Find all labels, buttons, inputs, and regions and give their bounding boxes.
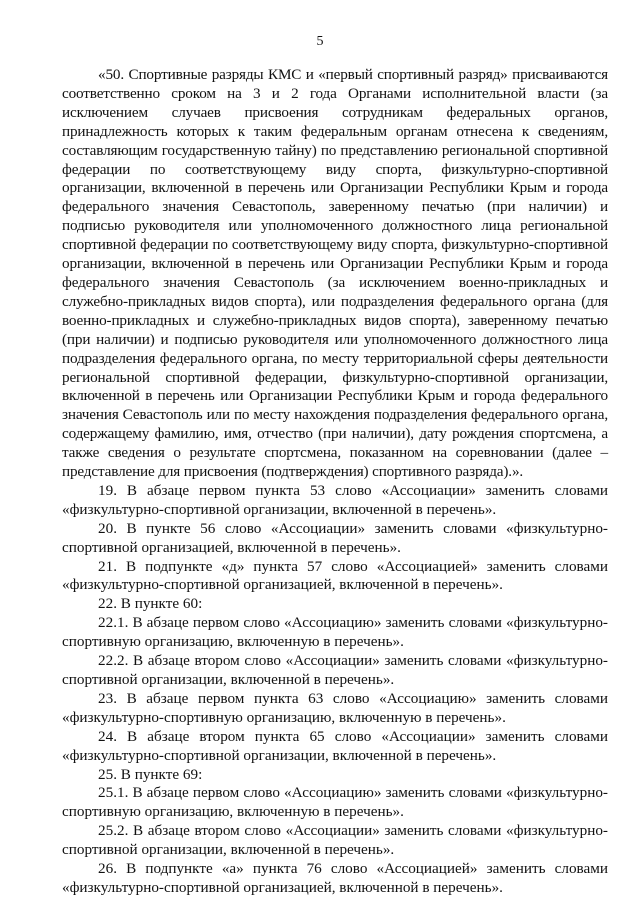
paragraph-item-21: 21. В подпункте «д» пункта 57 слово «Ассоциацией» заменить словами «физкультурно-спортивной организацией, включенной в перечень». <box>62 557 608 594</box>
paragraph-item-25: 25. В пункте 69: <box>98 765 203 783</box>
paragraph-item-50: «50. Спортивные разряды КМС и «первый спортивный разряд» присваиваются соответственно сроком на 3 и 2 года Органами исполнительной власти (за исключением случаев присвоения сотрудникам федеральных органов, принадлежность которых к таким федеральным органам отнесена к сведениям, составляющим государственную тайну) по представлению региональной спортивной федерации по соответствующему виду спорта, физкультурно-спортивной организации, включенной в перечень или Организации Республики Крым и города федерального значения Севастополь, заверенному печатью (при наличии) и подписью руководителя или уполномоченного должностного лица региональной спортивной федерации по соответствующему виду спорта, физкультурно-спортивной организации, включенной в перечень или Организации Республики Крым и города федерального значения Севастополь (за исключением военно-прикладных и служебно-прикладных видов спорта), или подразделения федерального органа (для военно-прикладных и служебно-прикладных видов спорта), заверенному печатью (при наличии) и подписью руководителя или уполномоченного должностного лица подразделения федерального органа, по месту территориальной сферы деятельности региональной спортивной федерации, физкультурно-спортивной организации, включенной в перечень или Организации Республики Крым и города федерального значения Севастополь или по месту нахождения подразделения федерального органа, содержащему фамилию, имя, отчество (при наличии), дату рождения спортсмена, а также сведения о результате спортсмена, показанном на соревновании (далее – представление для присвоения (подтверждения) спортивного разряда).». <box>62 66 608 481</box>
paragraph-item-20: 20. В пункте 56 слово «Ассоциации» заменить словами «физкультурно-спортивной организацией, включенной в перечень». <box>62 519 608 556</box>
document-body <box>62 66 608 898</box>
paragraph-item-22-1: 22.1. В абзаце первом слово «Ассоциацию» заменить словами «физкультурно-спортивную организацию, включенную в перечень». <box>62 614 608 651</box>
paragraph-item-23: 23. В абзаце первом пункта 63 слово «Ассоциацию» заменить словами «физкультурно-спортивную организацию, включенную в перечень». <box>62 689 608 726</box>
page-number: 5 <box>316 34 324 49</box>
paragraph-item-26: 26. В подпункте «а» пункта 76 слово «Ассоциацией» заменить словами «физкультурно-спортивной организацией, включенной в перечень». <box>62 860 608 896</box>
paragraph-item-22-2: 22.2. В абзаце втором слово «Ассоциации» заменить словами «физкультурно-спортивной организации, включенной в перечень». <box>62 652 608 688</box>
paragraph-item-25-1: 25.1. В абзаце первом слово «Ассоциацию» заменить словами «физкультурно-спортивную организацию, включенную в перечень». <box>62 784 608 821</box>
paragraph-item-25-2: 25.2. В абзаце втором слово «Ассоциации» заменить словами «физкультурно-спортивной организации, включенной в перечень». <box>62 822 608 859</box>
paragraph-item-22: 22. В пункте 60: <box>98 595 203 613</box>
paragraph-item-19: 19. В абзаце первом пункта 53 слово «Ассоциации» заменить словами «физкультурно-спортивной организации, включенной в перечень». <box>62 481 608 518</box>
paragraph-item-24: 24. В абзаце втором пункта 65 слово «Ассоциации» заменить словами «физкультурно-спортивной организации, включенной в перечень». <box>62 727 608 764</box>
